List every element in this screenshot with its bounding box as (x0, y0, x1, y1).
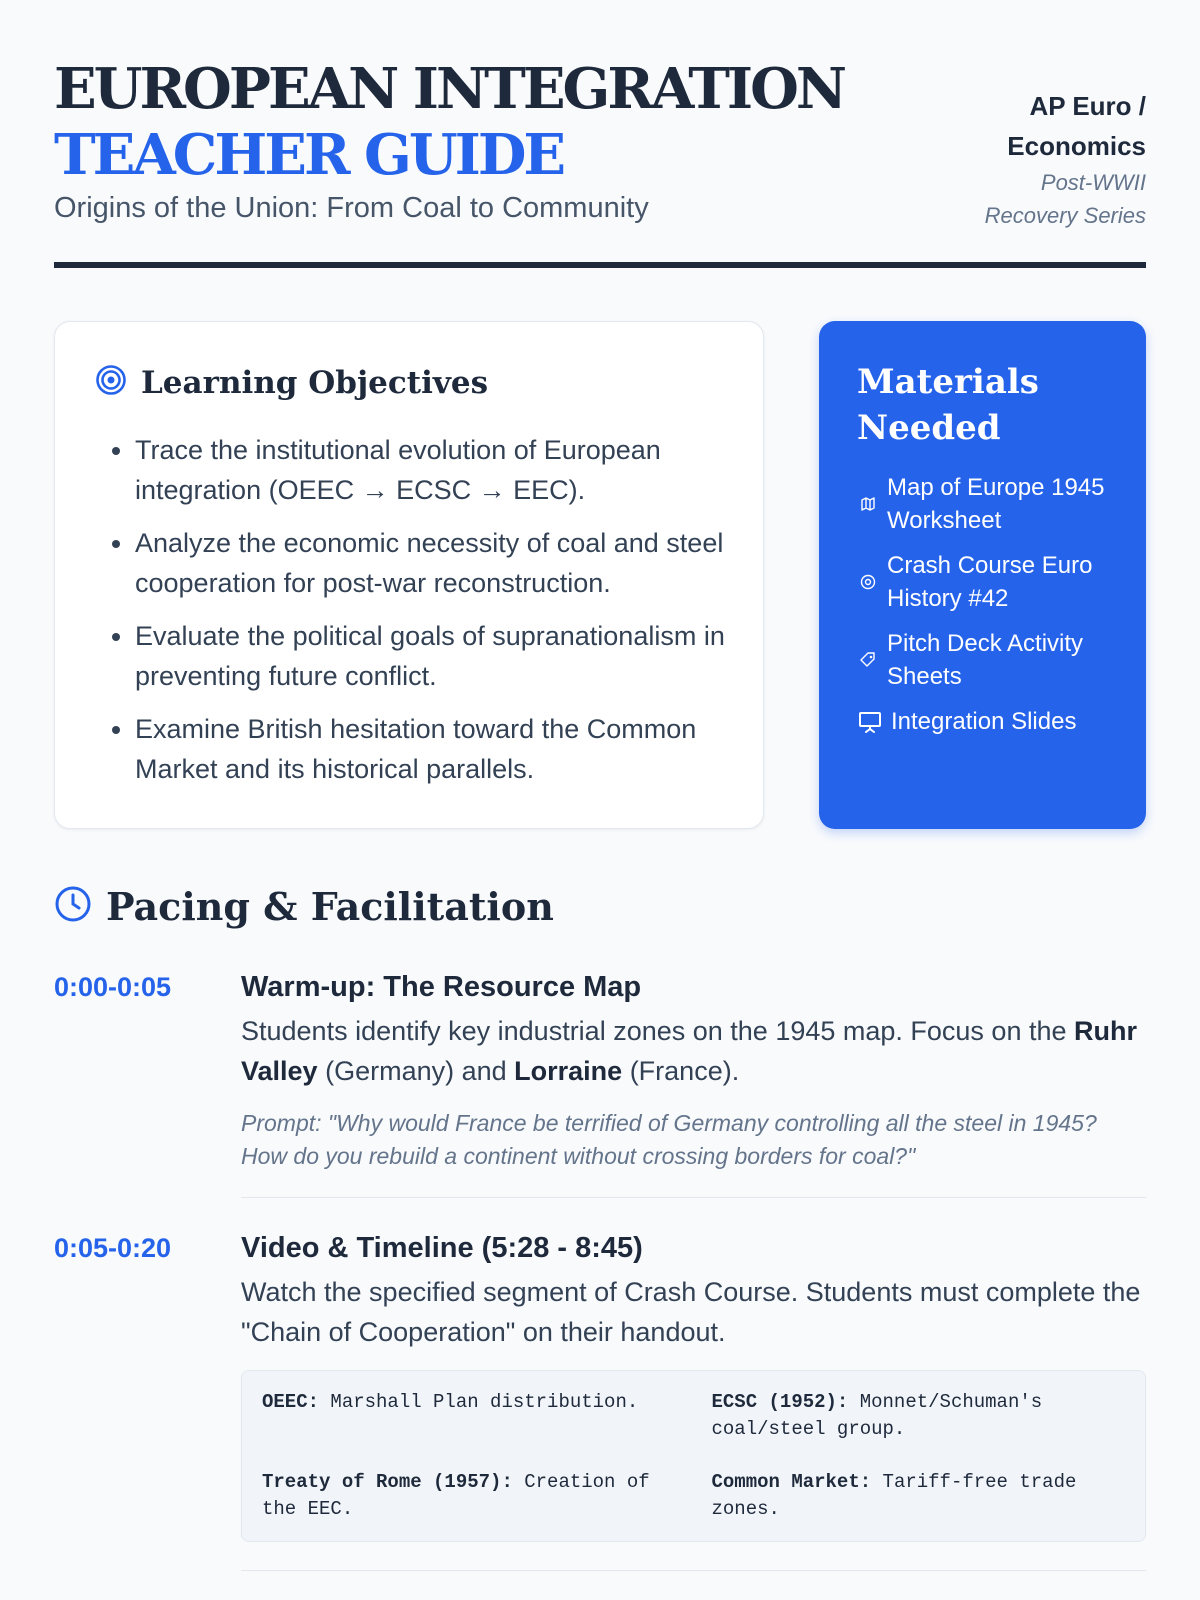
page-header (54, 0, 1146, 268)
material-label: Pitch Deck Activity Sheets (887, 630, 1084, 690)
target-icon (95, 364, 127, 401)
step-description: Students identify key industrial zones on the 1945 map. Focus on the Ruhr Valley (Germany) and Lorraine (France). (241, 1016, 1138, 1086)
discussion-prompt: Prompt: "Why would France be terrified of Germany controlling all the steel in 1945? How do you rebuild a continent without crossing borders for coal?" (241, 1110, 1097, 1169)
material-label: Map of Europe 1945 Worksheet (887, 474, 1105, 534)
materials-heading: Materials Needed (857, 362, 1039, 448)
materials-card (819, 321, 1146, 829)
material-item-map[interactable] (857, 471, 1116, 537)
tag-icon (857, 651, 879, 669)
page-title-line1: EUROPEAN INTEGRATION (54, 56, 845, 122)
page-subtitle: Origins of the Union: From Coal to Community (54, 192, 649, 224)
presentation-icon (857, 711, 883, 733)
map-icon (857, 496, 879, 512)
objective-item: • Analyze the economic necessity of coal and steel cooperation for post-war reconstruction. (135, 523, 765, 603)
pacing-heading: Pacing & Facilitation (106, 884, 554, 929)
series-name: Post-WWII Recovery Series (984, 170, 1146, 228)
play-circle-icon (857, 574, 879, 590)
course-name: AP Euro / Economics (1007, 91, 1146, 161)
timeline-entry: OEEC: Marshall Plan distribution. (262, 1391, 639, 1413)
timeline-entry: Common Market: Tariff-free trade zones. (711, 1471, 1077, 1520)
pacing-header (54, 884, 554, 929)
step-description: Watch the specified segment of Crash Course. Students must complete the "Chain of Cooperation" on their handout. (241, 1277, 1141, 1347)
step-body (241, 1229, 1146, 1542)
objective-item: • Trace the institutional evolution of European integration (OEEC → ECSC → EEC). (135, 430, 765, 510)
step-time: 0:00-0:05 (54, 972, 172, 1002)
step-time: 0:05-0:20 (54, 1233, 172, 1263)
step-title: Video & Timeline (5:28 - 8:45) (241, 1232, 643, 1264)
material-item-activity-sheets[interactable] (857, 627, 1116, 693)
learning-objectives-card (54, 321, 764, 829)
clock-icon (54, 885, 92, 928)
objectives-header (95, 364, 488, 401)
page-title-line2: TEACHER GUIDE (54, 122, 564, 188)
material-label: Crash Course Euro History #42 (887, 552, 1093, 612)
objective-item: • Evaluate the political goals of supranationalism in preventing future conflict. (135, 616, 765, 696)
objective-item: • Examine British hesitation toward the Common Market and its historical parallels. (135, 709, 765, 789)
course-meta (946, 86, 1146, 232)
timeline-entry: ECSC (1952): Monnet/Schuman's coal/steel group. (711, 1391, 1043, 1440)
timeline-entry: Treaty of Rome (1957): Creation of the EEC. (262, 1471, 650, 1520)
material-item-video[interactable] (857, 549, 1116, 615)
timeline-box (241, 1370, 1146, 1542)
objectives-list (111, 430, 765, 802)
material-label: Integration Slides (891, 708, 1077, 735)
step-title: Warm-up: The Resource Map (241, 971, 642, 1003)
divider (241, 1197, 1146, 1198)
objectives-heading: Learning Objectives (141, 364, 489, 401)
step-body (241, 968, 1146, 1173)
material-item-slides[interactable] (857, 705, 1116, 738)
divider (241, 1570, 1146, 1571)
